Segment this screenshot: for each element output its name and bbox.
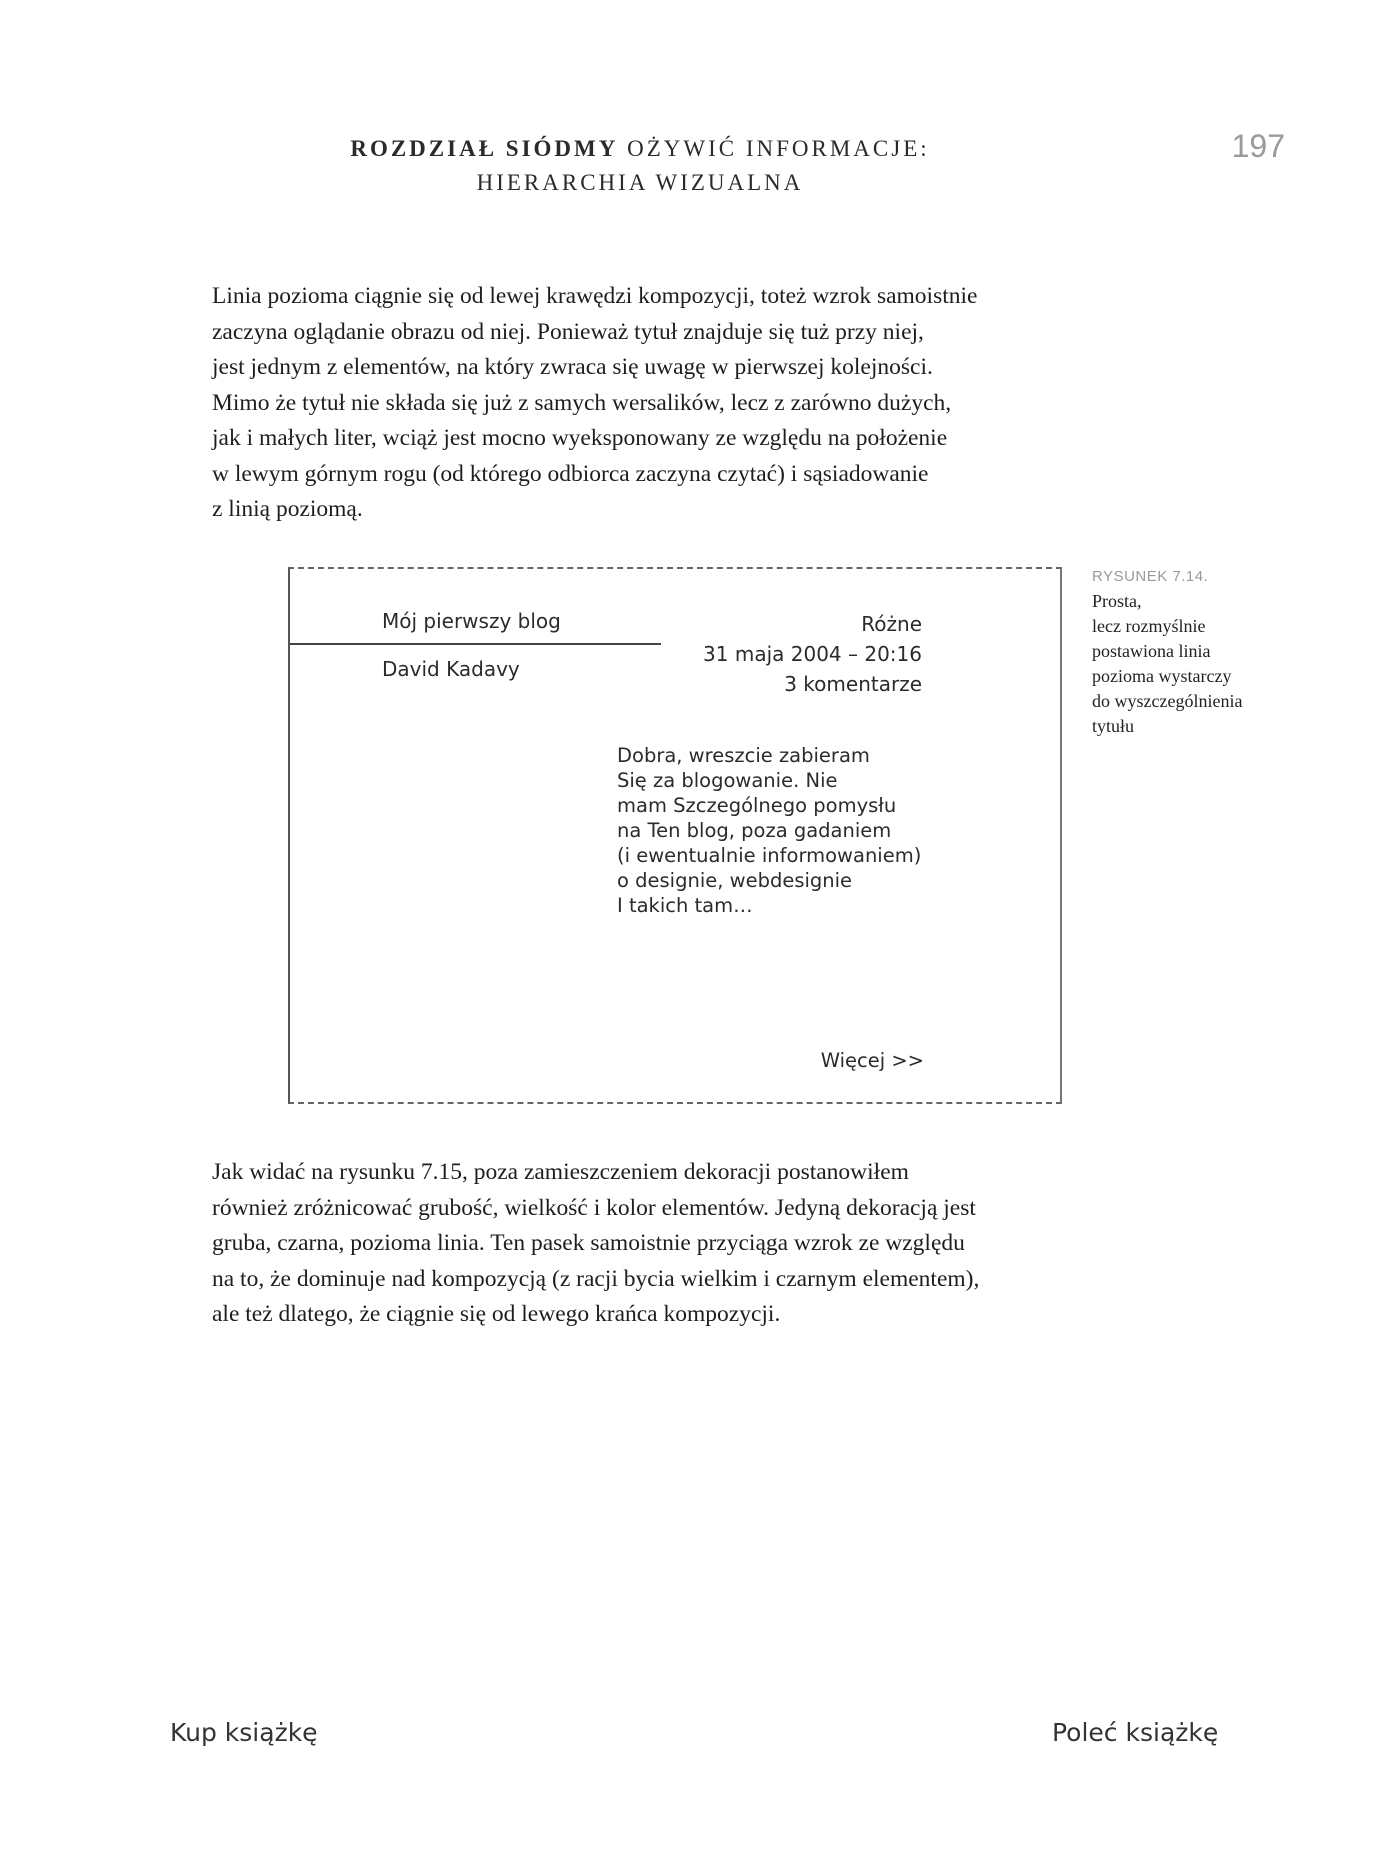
post-line: Się za blogowanie. Nie [617, 769, 838, 792]
post-category: Różne [861, 612, 922, 636]
text-line: zaczyna oglądanie obrazu od niej. Ponieważ tytuł znajduje się tuż przy niej, [212, 318, 924, 345]
post-line: (i ewentualnie informowaniem) [617, 844, 922, 867]
page-number: 197 [1231, 128, 1285, 164]
chapter-label: ROZDZIAŁ SIÓDMY [350, 136, 619, 161]
post-date: 31 maja 2004 – 20:16 [703, 642, 922, 666]
caption-line: do wyszczególnienia [1092, 691, 1243, 711]
caption-line: Prosta, [1092, 591, 1142, 611]
post-comments: 3 komentarze [784, 672, 922, 696]
text-line: Jak widać na rysunku 7.15, poza zamieszczeniem dekoracji postanowiłem [212, 1159, 909, 1185]
figure-blog-mockup [288, 567, 1062, 1104]
text-line: również zróżnicować grubość, wielkość i kolor elementów. Jedyną dekoracją jest [212, 1194, 976, 1221]
post-line: I takich tam… [617, 894, 753, 917]
post-body [617, 743, 921, 918]
text-line: jest jednym z elementów, na który zwraca się uwagę w pierwszej kolejności. [212, 354, 933, 380]
text-line: z linią poziomą. [212, 496, 363, 522]
text-line: na to, że dominuje nad kompozycją (z racji bycia wielkim i czarnym elementem), [212, 1265, 980, 1292]
post-meta [703, 609, 922, 699]
text-line: ale też dlatego, że ciągnie się od lewego krańca kompozycji. [212, 1301, 781, 1327]
caption-line: lecz rozmyślnie [1092, 616, 1206, 636]
post-line: o designie, webdesignie [617, 869, 853, 892]
text-line: Mimo że tytuł nie składa się już z samych wersalików, lecz z zarówno dużych, [212, 389, 952, 416]
post-line: mam Szczególnego pomysłu [617, 794, 897, 817]
blog-title: Mój pierwszy blog [382, 609, 561, 633]
chapter-title-line1: OŻYWIĆ INFORMACJE: [627, 136, 930, 161]
more-link: Więcej >> [820, 1049, 924, 1072]
figure-caption [1092, 564, 1292, 739]
caption-line: tytułu [1092, 716, 1135, 736]
post-line: Dobra, wreszcie zabieram [617, 744, 870, 767]
running-head [300, 132, 980, 200]
text-line: gruba, czarna, pozioma linia. Ten pasek samoistnie przyciąga wzrok ze względu [212, 1230, 965, 1256]
text-line: w lewym górnym rogu (od którego odbiorca zaczyna czytać) i sąsiadowanie [212, 460, 929, 487]
caption-line: postawiona linia [1092, 641, 1211, 661]
horizontal-rule [290, 643, 661, 645]
chapter-title-line2: HIERARCHIA WIZUALNA [476, 170, 804, 195]
caption-line: pozioma wystarczy [1092, 666, 1232, 686]
blog-author: David Kadavy [382, 657, 520, 681]
caption-label: RYSUNEK 7.14. [1092, 568, 1209, 585]
paragraph-1 [212, 279, 1112, 528]
text-line: Linia pozioma ciągnie się od lewej krawędzi kompozycji, toteż wzrok samoistnie [212, 283, 978, 309]
post-line: na Ten blog, poza gadaniem [617, 819, 892, 842]
buy-book-link[interactable]: Kup książkę [170, 1718, 318, 1747]
text-line: jak i małych liter, wciąż jest mocno wyeksponowany ze względu na położenie [212, 425, 948, 451]
recommend-book-link[interactable]: Poleć książkę [1052, 1718, 1219, 1747]
paragraph-2 [212, 1155, 1112, 1333]
